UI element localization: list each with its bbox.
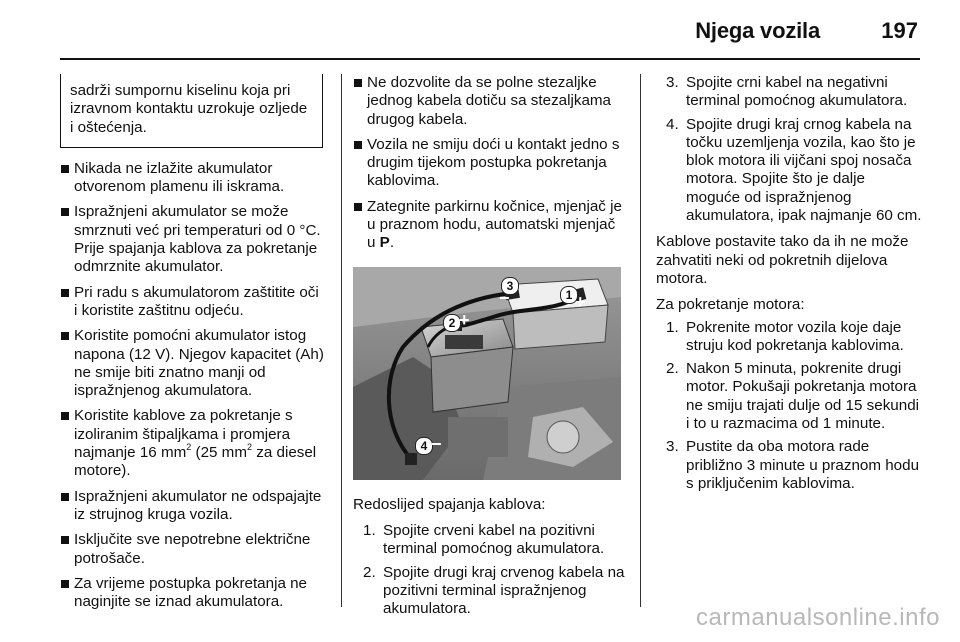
page-number: 197 [881,18,918,43]
list-item: Koristite kablove za pokretanje s izoliranim štipaljkama i promjera najmanje 16 $mm^2$ (25 $mm^2$ za diesel motore). [60,407,324,480]
list-item: 2. Spojite drugi kraj crvenog kabela na pozitivni terminal ispražnjenog akumulatora. [363,563,625,618]
list-item: 3. Spojite crni kabel na negativni terminal pomoćnog akumulatora. [666,74,908,110]
list-item: Za vrijeme postupka pokretanja ne naginjite se iznad akumulatora. [60,575,324,612]
list-item: 1. Pokrenite motor vozila koje daje struju kod pokretanja kablovima. [666,318,904,354]
warning-text: sadrži sumpornu kiselinu koja pri izravnom kontaktu uzrokuje ozljede i oštećenja. [70,82,308,136]
battery-jump-start-illustration [353,267,621,480]
list-item: Vozila ne smiju doći u kontakt jedno s drugim tijekom postupka pokretanja kablovima. [353,136,625,191]
list-item: Ne dozvolite da se polne stezaljke jednog kabela dotiču sa stezaljkama drugog kabela. [353,74,625,129]
figure-label-3: 3 [501,277,519,295]
paragraph: Za pokretanje motora: [656,296,805,314]
column-divider-right [640,74,641,607]
section-title: Njega vozila [695,18,820,43]
list-item: Nikada ne izlažite akumulator otvorenom plamenu ili iskrama. [60,160,324,197]
list-item: Ispražnjeni akumulator se može smrznuti već pri temperaturi od 0 °C. Prije spajanja kablova za pokretanje odmrznite akumulator. [60,203,324,276]
figure-sign-minus-3: − [499,287,510,308]
figure-sign-minus-4: − [431,433,442,454]
header-divider [60,58,920,60]
list-item: Ispražnjeni akumulator ne odspajajte iz strujnog kruga vozila. [60,488,324,525]
column-3 [656,74,922,498]
paragraph: Kablove postavite tako da ih ne može zahvatiti neki od pokretnih dijelova motora. [656,233,909,287]
list-item: 3. Pustite da oba motora rade približno 3 minute u praznom hodu s priključenim kablovima. [666,438,920,492]
list-item: Zategnite parkirnu kočnice, mjenjač je u praznom hodu, automatski mjenjač u P. [353,198,625,253]
list-item: 2. Nakon 5 minuta, pokrenite drugi motor. Pokušaji pokretanja motora ne smiju trajati dulje od 15 sekundi i to u razmacima od 1 minute. [666,360,920,433]
list-item: 1. Spojite crveni kabel na pozitivni terminal pomoćnog akumulatora. [363,521,605,558]
figure-sign-plus-2: + [459,309,470,330]
sequence-heading: Redoslijed spajanja kablova: [353,495,546,513]
list-item: 4. Spojite drugi kraj crnog kabela na točku uzemljenja vozila, kao što je blok motora ili vijčani spoj nosača motora. Spojite što je dalje moguće od ispražnjenog akumulatora, ipak najmanje 60 cm. [666,115,922,225]
page-header [0,0,960,60]
column-2 [353,74,625,623]
watermark: carmanualsonline.info [696,604,940,631]
warning-box [60,74,323,148]
list-item: Isključite sve nepotrebne električne potrošače. [60,531,324,568]
column-1 [60,74,324,618]
list-item: Pri radu s akumulatorom zaštitite oči i koristite zaštitnu odjeću. [60,284,324,321]
figure-label-4: 4 [415,437,433,455]
figure-sign-plus-1: + [575,291,586,312]
column-divider-left [341,74,342,607]
figure-label-1: 1 [560,286,578,304]
list-item: Koristite pomoćni akumulator istog napona (12 V). Njegov kapacitet (Ah) ne smije biti znatno manji od ispražnjenog akumulatora. [60,327,324,400]
figure-label-2: 2 [443,314,461,332]
